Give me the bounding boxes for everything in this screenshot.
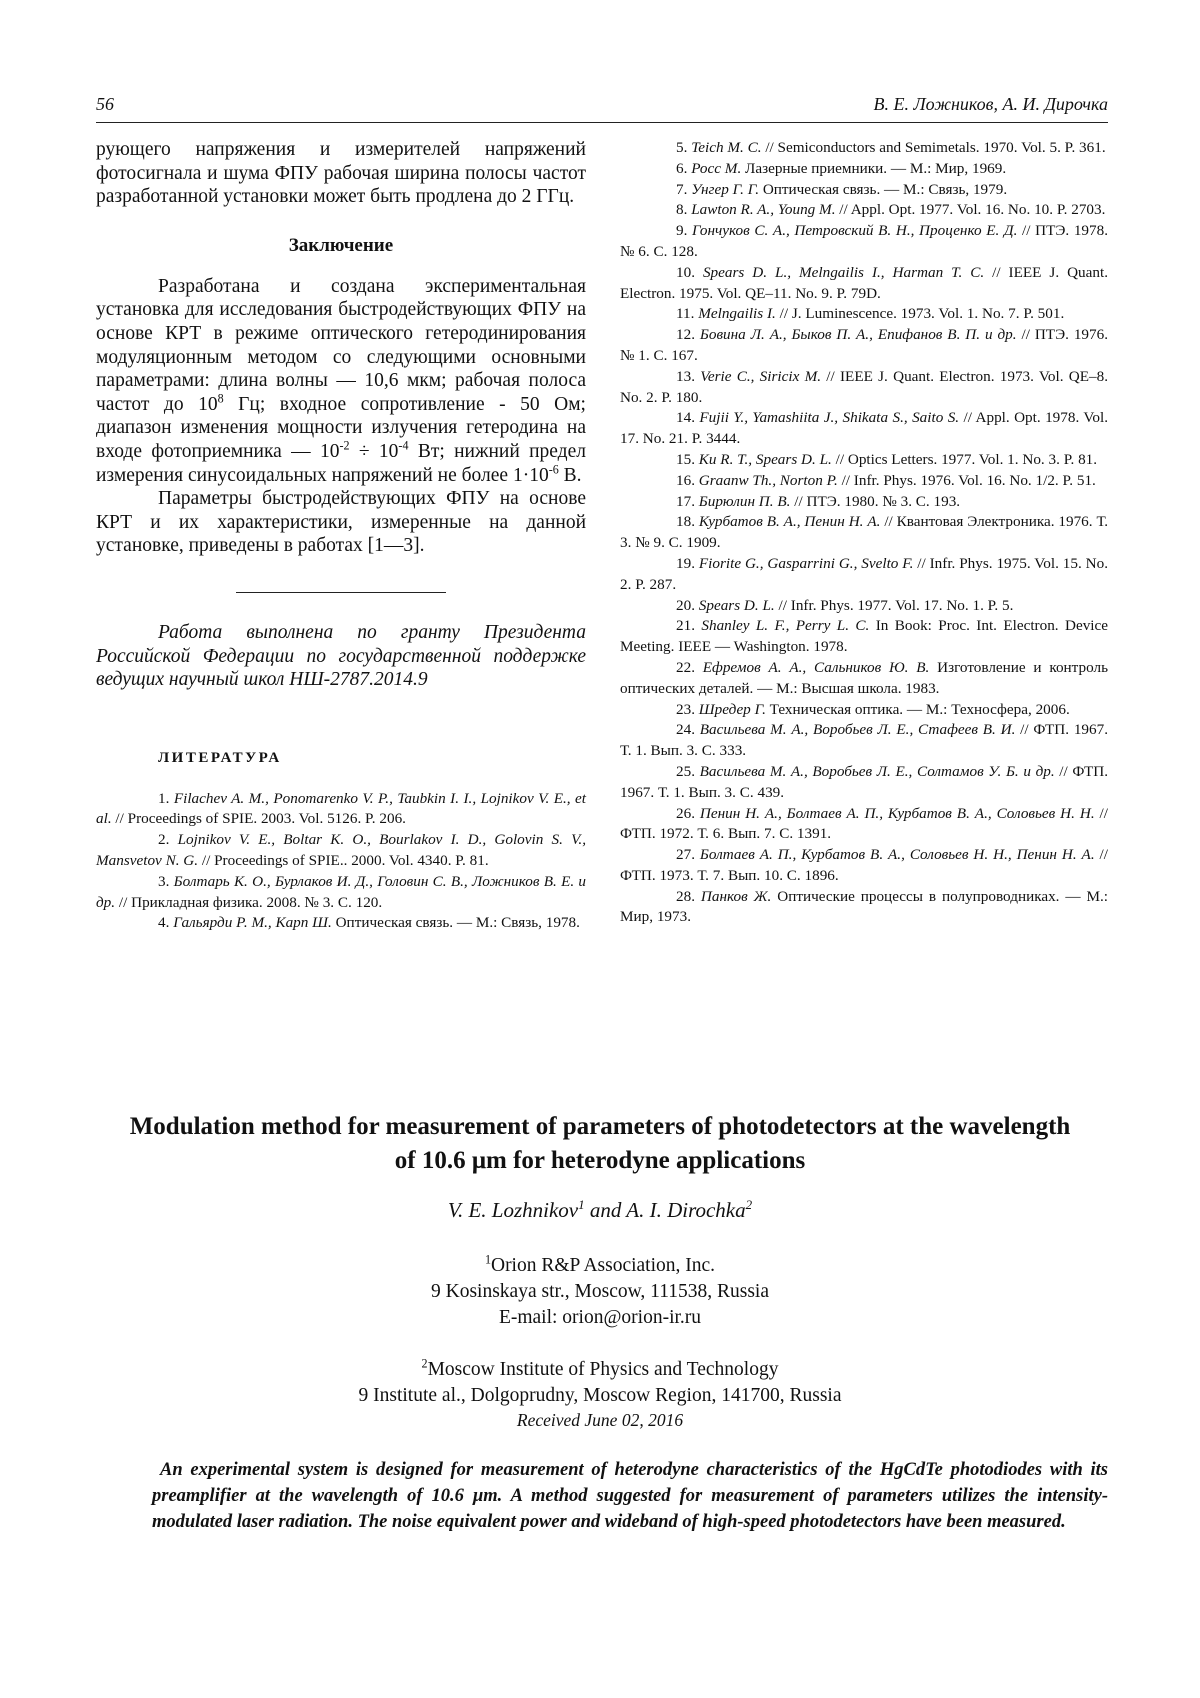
affiliation-1-address: 9 Kosinskaya str., Moscow, 111538, Russia [431, 1281, 769, 1302]
english-title: Modulation method for measurement of parameters of photodetectors at the wavelength of 10.6 μm for heterodyne applications [129, 1113, 1071, 1174]
reference-item: 9. Гончуков С. А., Петровский В. Н., Проценко Е. Д. // ПТЭ. 1978. № 6. С. 128. [620, 222, 1108, 260]
reference-item: 8. Lawton R. A., Young M. // Appl. Opt. 1977. Vol. 16. No. 10. P. 2703. [676, 201, 1106, 219]
reference-item: 17. Бирюлин П. В. // ПТЭ. 1980. № 3. С. 193. [676, 492, 961, 510]
reference-item: 24. Васильева М. А., Воробьев Л. Е., Стафеев В. И. // ФТП. 1967. Т. 1. Вып. 3. С. 333. [620, 721, 1108, 760]
english-authors: V. E. Lozhnikov$^1$ and A. I. Dirochka$^2$ [447, 1197, 753, 1222]
reference-item: 12. Бовина Л. А., Быков П. А., Епифанов В. П. и др. // ПТЭ. 1976. № 1. С. 167. [620, 326, 1108, 364]
reference-item: 23. Шредер Г. Техническая оптика. — М.: Техносфера, 2006. [676, 700, 1070, 718]
reference-item: 18. Курбатов В. А., Пенин Н. А. // Квантовая Электроника. 1976. Т. 3. № 9. С. 1909. [620, 513, 1109, 552]
reference-item: 6. Росс М. Лазерные приемники. — М.: Мир, 1969. [676, 159, 1007, 177]
reference-item: 21. Shanley L. F., Perry L. C. In Book: Proc. Int. Electron. Device Meeting. IEEE — Washington. 1978. [620, 617, 1108, 656]
reference-item: 1. Filachev A. M., Ponomarenko V. P., Taubkin I. I., Lojnikov V. E., et al. // Proceedings of SPIE. 2003. Vol. 5126. P. 206. [96, 789, 587, 828]
reference-item: 14. Fujii Y., Yamashiita J., Shikata S., Saito S. // Appl. Opt. 1978. Vol. 17. No. 21. P. 3444. [620, 409, 1109, 448]
english-abstract: An experimental system is designed for measurement of heterodyne characteristics of the HgCdTe photodiodes with its preamplifier at the wavelength of 10.6 μm. A method suggested for measurement of parameters utilizes the intensity-modulated laser radiation. The noise equivalent power and wideband of high-speed photodetectors have been measured. [152, 1460, 1108, 1532]
grant-note: Работа выполнена по гранту Президента Российской Федерации по государственной поддержке ведущих научный школ НШ-2787.2014.9 [96, 621, 586, 691]
reference-item: 4. Гальярди Р. М., Карп Ш. Оптическая связь. — М.: Связь, 1978. [158, 914, 580, 932]
reference-list-right [620, 138, 1108, 928]
reference-item: 3. Болтарь К. О., Бурлаков И. Д., Головин С. В., Ложников В. Е. и др. // Прикладная физика. 2008. № 3. С. 120. [96, 872, 586, 911]
reference-item: 26. Пенин Н. А., Болтаев А. П., Курбатов В. А., Соловьев Н. Н. // ФТП. 1972. Т. 6. Вып. 7. С. 1391. [620, 804, 1108, 843]
affiliation-1-name: Orion R&P Association, Inc. [490, 1255, 716, 1276]
reference-item: 20. Spears D. L. // Infr. Phys. 1977. Vol. 17. No. 1. P. 5. [676, 596, 1014, 614]
reference-item: 13. Verie C., Siricix M. // IEEE J. Quant. Electron. 1973. Vol. QE–8. No. 2. P. 180. [620, 367, 1109, 406]
literature-heading: ЛИТЕРАТУРА [158, 749, 282, 766]
affiliation-2-name: Moscow Institute of Physics and Technology [427, 1359, 779, 1380]
affiliation-1-email: E-mail: orion@orion-ir.ru [498, 1307, 702, 1328]
running-header [96, 92, 1108, 123]
left-column [96, 138, 586, 934]
reference-item: 28. Панков Ж. Оптические процессы в полупроводниках. — М.: Мир, 1973. [620, 887, 1108, 926]
reference-list-left [96, 789, 586, 935]
continued-paragraph: рующего напряжения и измерителей напряжений фотосигнала и шума ФПУ рабочая ширина полосы частот разработанной установки может быть продлена до 2 ГГц. [96, 139, 586, 208]
affiliation-2-address: 9 Institute al., Dolgoprudny, Moscow Region, 141700, Russia [358, 1385, 842, 1406]
separator-rule [236, 592, 446, 593]
reference-item: 22. Ефремов А. А., Сальников Ю. В. Изготовление и контроль оптических деталей. — М.: Высшая школа. 1983. [620, 658, 1108, 697]
reference-item: 25. Васильева М. А., Воробьев Л. Е., Солтамов У. Б. и др. // ФТП. 1967. Т. 1. Вып. 3. С. 439. [620, 762, 1109, 801]
reference-item: 15. Ku R. T., Spears D. L. // Optics Letters. 1977. Vol. 1. No. 3. P. 81. [676, 450, 1098, 468]
received-date: Received June 02, 2016 [516, 1410, 684, 1430]
conclusion-heading: Заключение [288, 234, 394, 256]
reference-item: 19. Fiorite G., Gasparrini G., Svelto F. // Infr. Phys. 1975. Vol. 15. No. 2. P. 287. [620, 554, 1108, 593]
reference-item: 5. Teich M. C. // Semiconductors and Semimetals. 1970. Vol. 5. P. 361. [676, 139, 1106, 156]
reference-item: 7. Унгер Г. Г. Оптическая связь. — М.: Связь, 1979. [676, 180, 1008, 198]
affiliation-2: $^2$Moscow Institute of Physics and Technology 9 Institute al., Dolgoprudny, Moscow Region, 141700, Russia Received June 02, 2016 [0, 1357, 1200, 1431]
affiliation-1: $^1$Orion R&P Association, Inc. 9 Kosinskaya str., Moscow, 111538, Russia E-mail: orion@orion-ir.ru [0, 1253, 1200, 1331]
right-column [620, 138, 1108, 928]
conclusion-paragraph-1: Разработана и создана экспериментальная установка для исследования быстродействующих ФПУ на основе КРТ в режиме оптического гетеродинирования модуляционным методом со следующими основными параметрами: длина волны — 10,6 мкм; рабочая полоса частот до $10^8$ Гц; входное сопротивление - 50 Ом; диапазон изменения мощности излучения гетеродина на входе фотоприемника — $10^{-2} \div 10^{-4}$ Вт; нижний предел измерения синусоидальных напряжений не более $1\cdot 10^{-6}$ В. [96, 275, 586, 486]
reference-item: 10. Spears D. L., Melngailis I., Harman T. C. // IEEE J. Quant. Electron. 1975. Vol. QE–11. No. 9. P. 79D. [620, 263, 1108, 302]
reference-item: 11. Melngailis I. // J. Luminescence. 1973. Vol. 1. No. 7. P. 501. [676, 305, 1065, 323]
reference-item: 2. Lojnikov V. E., Boltar K. O., Bourlakov I. D., Golovin S. V., Mansvetov N. G. // Proceedings of SPIE.. 2000. Vol. 4340. P. 81. [96, 831, 586, 870]
page-number: 56 [96, 94, 114, 114]
conclusion-paragraph-2: Параметры быстродействующих ФПУ на основе КРТ и их характеристики, измеренные на данной установке, приведены в работах [1—3]. [96, 488, 586, 557]
reference-item: 16. Graanw Th., Norton P. // Infr. Phys. 1976. Vol. 16. No. 1/2. P. 51. [676, 471, 1096, 489]
running-header-authors: В. Е. Ложников, А. И. Дирочка [873, 94, 1108, 114]
reference-item: 27. Болтаев А. П., Курбатов В. А., Соловьев Н. Н., Пенин Н. А. // ФТП. 1973. Т. 7. Вып. 10. С. 1896. [620, 846, 1108, 884]
